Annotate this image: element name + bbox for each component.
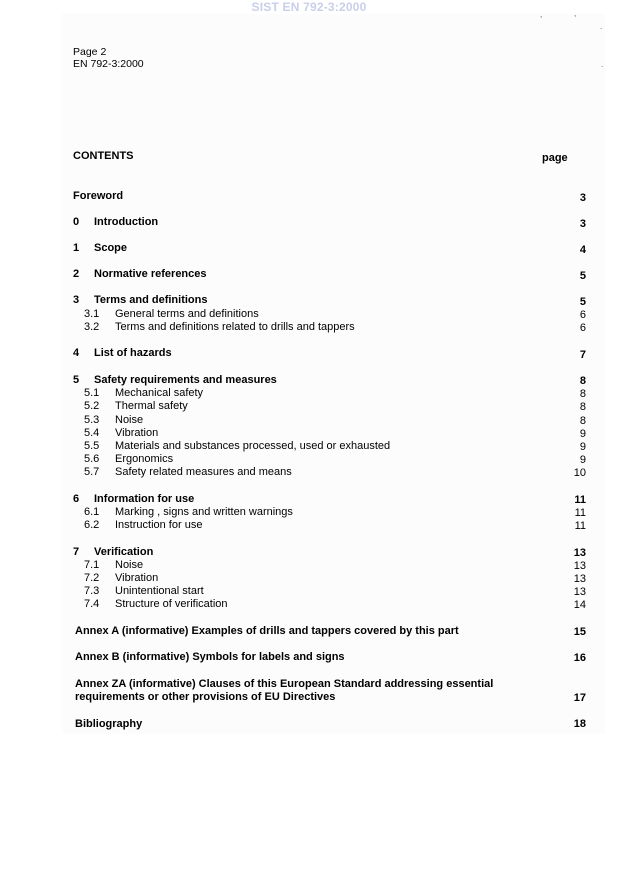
scan-speck: . — [601, 60, 604, 69]
toc-bibliography-title[interactable]: Bibliography — [75, 718, 143, 730]
toc-section-number: 2 — [73, 268, 80, 280]
toc-subsection-number: 7.4 — [84, 598, 100, 610]
toc-section-page: 4 — [579, 244, 586, 256]
toc-section-page: 5 — [579, 270, 586, 282]
toc-subsection-title[interactable]: Unintentional start — [115, 585, 204, 597]
toc-section-number: 6 — [73, 493, 80, 505]
toc-section-number: 5 — [73, 374, 80, 386]
toc-section-title[interactable]: Introduction — [94, 216, 159, 228]
toc-section-number: 4 — [73, 347, 80, 359]
toc-foreword-title[interactable]: Foreword — [73, 190, 124, 202]
toc-subsection-title[interactable]: Vibration — [115, 572, 159, 584]
toc-subsection-title[interactable]: Terms and definitions related to drills and tappers — [115, 321, 355, 333]
toc-subsection-title[interactable]: Instruction for use — [115, 519, 203, 531]
toc-subsection-number: 3.2 — [84, 321, 100, 333]
toc-subsection-number: 3.1 — [84, 308, 100, 320]
toc-subsection-page: 11 — [574, 520, 586, 532]
toc-annex-b-title[interactable]: Annex B (informative) Symbols for labels and signs — [75, 651, 345, 663]
toc-subsection-number: 5.6 — [84, 453, 100, 465]
toc-section-number: 1 — [73, 242, 80, 254]
toc-annex-b-page: 16 — [573, 652, 586, 664]
toc-annex-a-page: 15 — [573, 626, 586, 638]
toc-subsection-title[interactable]: Ergonomics — [115, 453, 174, 465]
toc-subsection-title[interactable]: Safety related measures and means — [115, 466, 292, 478]
toc-subsection-number: 5.7 — [84, 466, 100, 478]
toc-section-title[interactable]: Normative references — [94, 268, 207, 280]
toc-subsection-title[interactable]: Noise — [115, 414, 144, 426]
toc-subsection-page: 6 — [579, 322, 586, 334]
toc-section-page: 3 — [579, 218, 586, 230]
toc-subsection-number: 5.3 — [84, 414, 100, 426]
header-doc-id: EN 792-3:2000 — [73, 58, 144, 70]
toc-annex-a-title[interactable]: Annex A (informative) Examples of drills and tappers covered by this part — [75, 625, 459, 637]
toc-subsection-page: 9 — [579, 441, 586, 453]
toc-subsection-page: 10 — [573, 467, 586, 479]
toc-foreword-page: 3 — [579, 192, 586, 204]
toc-section-title[interactable]: Information for use — [94, 493, 195, 505]
toc-subsection-page: 8 — [579, 415, 586, 427]
toc-subsection-title[interactable]: Mechanical safety — [115, 387, 204, 399]
toc-annex-za-title-line1[interactable]: Annex ZA (informative) Clauses of this European Standard addressing essential — [75, 678, 494, 690]
toc-subsection-page: 9 — [579, 428, 586, 440]
header-page-label: Page 2 — [73, 46, 107, 58]
toc-annex-za-page: 17 — [573, 692, 586, 704]
toc-section-page: 11 — [574, 494, 586, 506]
toc-subsection-page: 11 — [574, 507, 586, 519]
toc-subsection-number: 6.1 — [84, 506, 100, 518]
toc-subsection-title[interactable]: Vibration — [115, 427, 159, 439]
toc-subsection-page: 6 — [579, 309, 586, 321]
toc-subsection-number: 7.3 — [84, 585, 100, 597]
toc-subsection-number: 7.2 — [84, 572, 100, 584]
toc-subsection-title[interactable]: Noise — [115, 559, 144, 571]
toc-subsection-page: 9 — [579, 454, 586, 466]
toc-subsection-number: 5.1 — [84, 387, 100, 399]
toc-section-number: 7 — [73, 546, 80, 558]
toc-subsection-number: 5.5 — [84, 440, 100, 452]
toc-subsection-number: 5.4 — [84, 427, 100, 439]
toc-section-title[interactable]: Verification — [94, 546, 154, 558]
toc-section-page: 7 — [579, 349, 586, 361]
toc-subsection-page: 14 — [573, 599, 586, 611]
toc-section-page: 5 — [579, 296, 586, 308]
toc-section-title[interactable]: List of hazards — [94, 347, 172, 359]
toc-subsection-title[interactable]: Materials and substances processed, used or exhausted — [115, 440, 391, 452]
toc-subsection-number: 5.2 — [84, 400, 100, 412]
toc-section-page: 8 — [579, 375, 586, 387]
toc-section-number: 3 — [73, 294, 80, 306]
scan-speck: , — [540, 10, 543, 19]
toc-subsection-title[interactable]: Thermal safety — [115, 400, 188, 412]
toc-subsection-title[interactable]: General terms and definitions — [115, 308, 259, 320]
toc-section-title[interactable]: Terms and definitions — [94, 294, 208, 306]
toc-section-number: 0 — [73, 216, 80, 228]
scan-speck: , — [574, 9, 577, 18]
toc-section-title[interactable]: Safety requirements and measures — [94, 374, 277, 386]
toc-subsection-page: 13 — [573, 586, 586, 598]
toc-bibliography-page: 18 — [573, 718, 586, 730]
contents-title: CONTENTS — [73, 150, 134, 162]
watermark: SIST EN 792-3:2000 — [251, 0, 367, 14]
toc-section-page: 13 — [573, 547, 586, 559]
toc-subsection-title[interactable]: Structure of verification — [115, 598, 228, 610]
toc-subsection-number: 7.1 — [84, 559, 100, 571]
toc-subsection-number: 6.2 — [84, 519, 100, 531]
toc-subsection-page: 13 — [573, 573, 586, 585]
toc-subsection-page: 8 — [579, 388, 586, 400]
toc-subsection-title[interactable]: Marking , signs and written warnings — [115, 506, 293, 518]
toc-section-title[interactable]: Scope — [94, 242, 128, 254]
toc-subsection-page: 8 — [579, 401, 586, 413]
toc-subsection-page: 13 — [573, 560, 586, 572]
toc-annex-za-title-line2[interactable]: requirements or other provisions of EU Directives — [75, 691, 336, 703]
scan-speck: . — [600, 22, 603, 31]
page-column-heading: page — [542, 152, 568, 164]
